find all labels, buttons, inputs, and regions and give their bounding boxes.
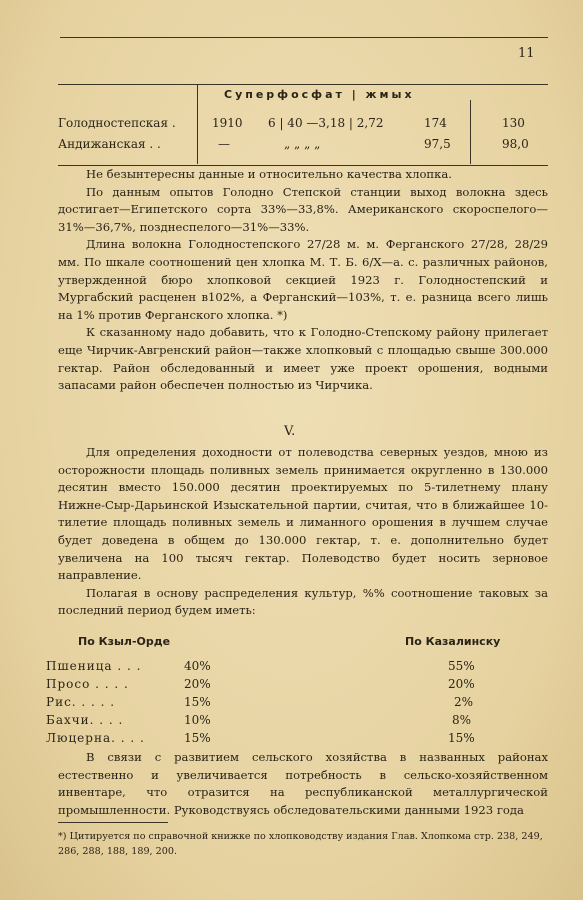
crop-pct-left: 15% <box>184 695 211 709</box>
crop-pct-right: 20% <box>448 677 475 691</box>
footnote-rule <box>58 822 168 823</box>
crop-name: Бахчи. . . . <box>46 713 124 727</box>
footnote: *) Цитируется по справочной книжке по хлопководству издания Глав. Хлопкома стр. 238, 249, 286, 288, 188, 189, 200. <box>58 831 543 857</box>
table-divider <box>470 100 471 164</box>
column-header-right: По Казалинску <box>405 635 501 648</box>
table-cell: 1910 <box>212 116 243 130</box>
paragraph: Полагая в основу распределения культур, %% соотношение таковых за последний период будем иметь: <box>58 585 548 618</box>
crop-name: Просо . . . . <box>46 677 129 691</box>
section-heading: V. <box>284 424 296 439</box>
paragraph: По данным опытов Голодно Степской станции выход волокна здесь достигает—Египетского сорта 33%—33,8%. Американского скороспелого—31%—36,7%, позднеспелого—31%—33%. <box>58 184 548 234</box>
table-cell: 174 <box>424 116 447 130</box>
table-row-name: Голодностепская . <box>58 116 176 130</box>
body-text-block <box>58 444 548 620</box>
crop-name: Пшеница . . . <box>46 659 142 673</box>
crop-pct-right: 2% <box>454 695 474 709</box>
crop-pct-right: 8% <box>452 713 472 727</box>
crop-name: Люцерна. . . . <box>46 731 145 745</box>
top-rule <box>60 37 548 38</box>
paragraph: В связи с развитием сельского хозяйства в названных районах естественно и увеличивается потребность в сельско-хозяйственном инвентаре, что отразится на республиканской металлургической промышленности. Руководствуясь обследовательскими данными 1923 года <box>58 750 548 817</box>
crop-pct-left: 15% <box>184 731 211 745</box>
crop-pct-right: 15% <box>448 731 475 745</box>
crop-name: Рис. . . . . <box>46 695 116 709</box>
paragraph: Не безынтересны данные и относительно качества хлопка. <box>86 167 452 181</box>
page-number: 11 <box>518 46 535 61</box>
paragraph: Длина волокна Голодностепского 27/28 м. м. Ферганского 27/28, 28/29 мм. По шкале соотношений цен хлопка М. Т. Б. 6/X—а. с. различных районов, утвержденной бюро хлопковой секцией 1923 г. Голодностепский и Мургабский расценен в102%, а Ферганский—103%, т. е. разница всего лишь на 1% против Ферганского хлопка. *) <box>58 237 548 322</box>
table-cell: 130 <box>502 116 525 130</box>
paragraph: К сказанному надо добавить, что к Голодно-Степскому району прилегает еще Чирчик-Авгренский район—также хлопковый с площадью свыше 300.000 гектар. Район обследованный и имеет уже проект орошения, водными запасами район обеспечен полностью из Чирчика. <box>58 325 548 393</box>
table-header: Суперфосфат | жмых <box>224 88 415 101</box>
body-text-block <box>58 166 548 395</box>
table-row-name: Андижанская . . <box>58 137 161 151</box>
body-text-block <box>58 749 548 819</box>
crop-pct-right: 55% <box>448 659 475 673</box>
paragraph: Для определения доходности от полеводства северных уездов, мною из осторожности площадь поливных земель принимается округленно в 130.000 десятин вместо 150.000 десятин проектируемых по 5-тилетнему плану Нижне-Сыр-Дарьинской Изыскательной партии, считая, что в ближайшее 10-тилетие площадь поливных земель и лиманного орошения в лучшем случае будет доведена в общем до 130.000 гектар, т. е. дополнительно будет увеличена на 100 тысяч гектар. Полеводство будет носить зерновое направление. <box>58 445 548 583</box>
column-header-left: По Кзыл-Орде <box>78 635 171 648</box>
table-cell: „ „ „ „ <box>284 137 321 151</box>
table-divider <box>197 84 198 164</box>
table-cell: 97,5 <box>424 137 451 151</box>
crop-pct-left: 20% <box>184 677 211 691</box>
table-cell: 6 | 40 —3,18 | 2,72 <box>268 116 384 130</box>
crop-pct-left: 10% <box>184 713 211 727</box>
crop-pct-left: 40% <box>184 659 211 673</box>
table-cell: 98,0 <box>502 137 529 151</box>
table-cell: — <box>218 137 230 151</box>
